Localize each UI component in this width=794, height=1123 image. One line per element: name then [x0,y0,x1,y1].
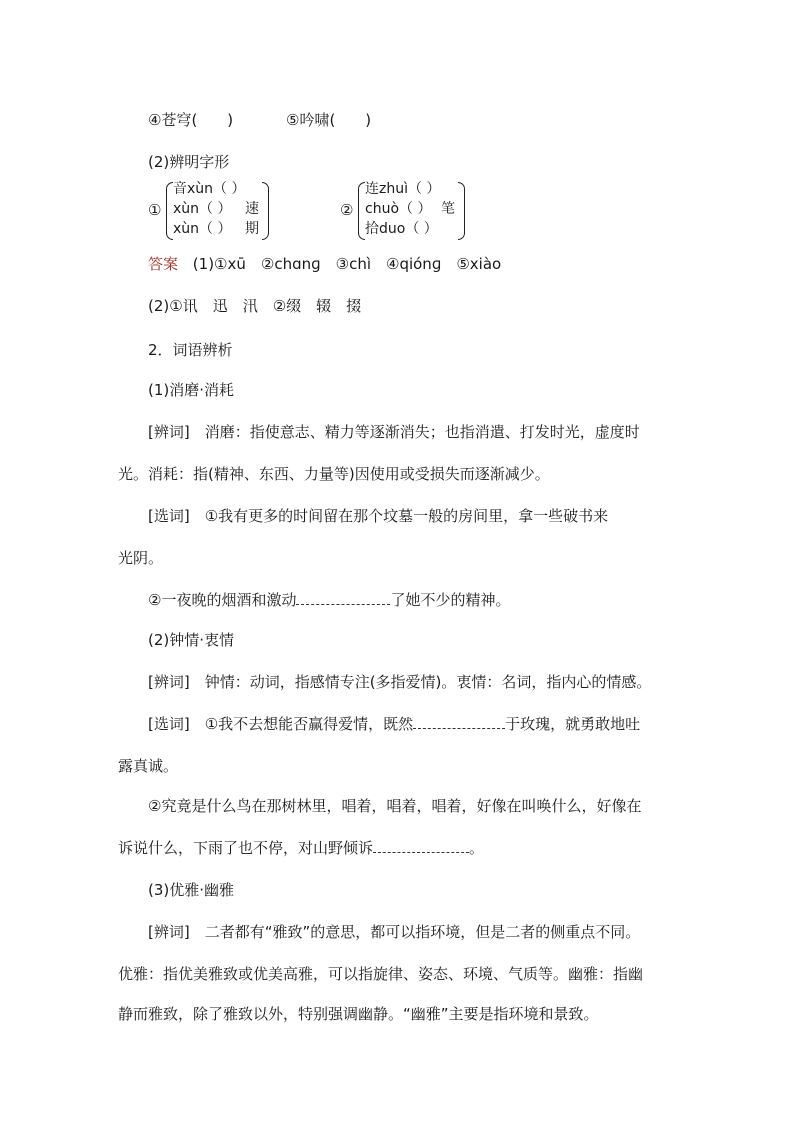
item-4: ④苍穹( ) [148,111,234,129]
glyph-group-1-number: ① [148,201,162,219]
word-2-xuanci-1-line-2: 露真诚。 [118,757,179,775]
heading-word-analysis: 2．词语辨析 [148,341,233,359]
word-2-xuanci-2-pre: 诉说什么，下雨了也不停，对山野倾诉 [118,839,374,857]
glyph-group-1-row-1: 音xùn（ ） [173,181,246,197]
glyph-group-1-row-2: xùn（ ） [173,201,232,217]
glyph-group-2-row-1: 连zhuì（ ） [365,181,441,197]
glyph-group-1-row-3: xùn（ ） [173,221,232,237]
fill-in-blank[interactable] [413,714,505,729]
word-2-title: (2)钟情·衷情 [148,631,235,649]
word-3-bianci-line-3: 静而雅致，除了雅致以外，特别强调幽静。“幽雅”主要是指环境和景致。 [118,1005,599,1023]
word-2-xuanci-2-line-2 [118,838,484,858]
glyph-group-1-row-3-char: 期 [245,221,259,237]
answer-line-1 [148,254,501,274]
section-2-title: (2)辨明字形 [148,153,230,171]
word-2-bianci: [辨词] 钟情：动词，指感情专注(多指爱情)。衷情：名词，指内心的情感。 [148,673,652,691]
word-2-xuanci-1-pre: [选词] ①我不去想能否赢得爱情，既然 [148,715,414,733]
word-1-xuanci-1-line-2: 光阴。 [118,549,164,567]
left-brace-icon [358,182,365,240]
word-1-bianci-line-1: [辨词] 消磨：指使意志、精力等逐渐消失；也指消遣、打发时光，虚度时 [148,423,640,441]
word-2-xuanci-2-line-1: ②究竟是什么鸟在那树林里，唱着，唱着，唱着，好像在叫唤什么，好像在 [148,797,642,815]
left-brace-icon [166,182,173,240]
word-2-xuanci-1-line-1 [148,714,640,734]
word-2-xuanci-1-post: 于玫瑰，就勇敢地吐 [505,715,641,733]
fill-in-blank[interactable] [296,590,390,605]
word-3-bianci-line-2: 优雅：指优美雅致或优美高雅，可以指旋律、姿态、环境、气质等。幽雅：指幽 [118,965,644,983]
glyph-group-1-row-2-char: 速 [245,201,259,217]
right-brace-icon [262,182,269,240]
word-3-title: (3)优雅·幽雅 [148,881,235,899]
glyph-group-2-row-3: 拾duo（ ） [365,221,438,237]
item-5: ⑤吟啸( ) [286,111,372,129]
glyph-group-2-row-2: chuò（ ） [365,201,432,217]
glyph-group-2-number: ② [340,201,354,219]
word-1-xuanci-1-line-1: [选词] ①我有更多的时间留在那个坟墓一般的房间里，拿一些破书来 [148,507,609,525]
answer-line-2: (2)①讯 迅 汛 ②缀 辍 掇 [148,297,362,315]
answer-part-1: (1)①xū ②chɑnɡ ③chì ④qiónɡ ⑤xiào [192,255,502,273]
word-1-xuanci-2-post: 了她不少的精神。 [390,591,511,609]
word-3-bianci-line-1: [辨词] 二者都有“雅致”的意思，都可以指环境，但是二者的侧重点不同。 [148,923,641,941]
glyph-group-2-row-2-char: 笔 [441,201,455,217]
right-brace-icon [458,182,465,240]
word-1-xuanci-2 [148,590,510,610]
word-1-title: (1)消磨·消耗 [148,381,235,399]
word-1-bianci-line-2: 光。消耗：指(精神、东西、力量等)因使用或受损失而逐渐减少。 [118,465,550,483]
answer-label: 答案 [148,255,179,273]
fill-in-blank[interactable] [373,838,469,853]
word-1-xuanci-2-pre: ②一夜晚的烟酒和激动 [148,591,297,609]
word-2-xuanci-2-post: 。 [469,839,485,857]
